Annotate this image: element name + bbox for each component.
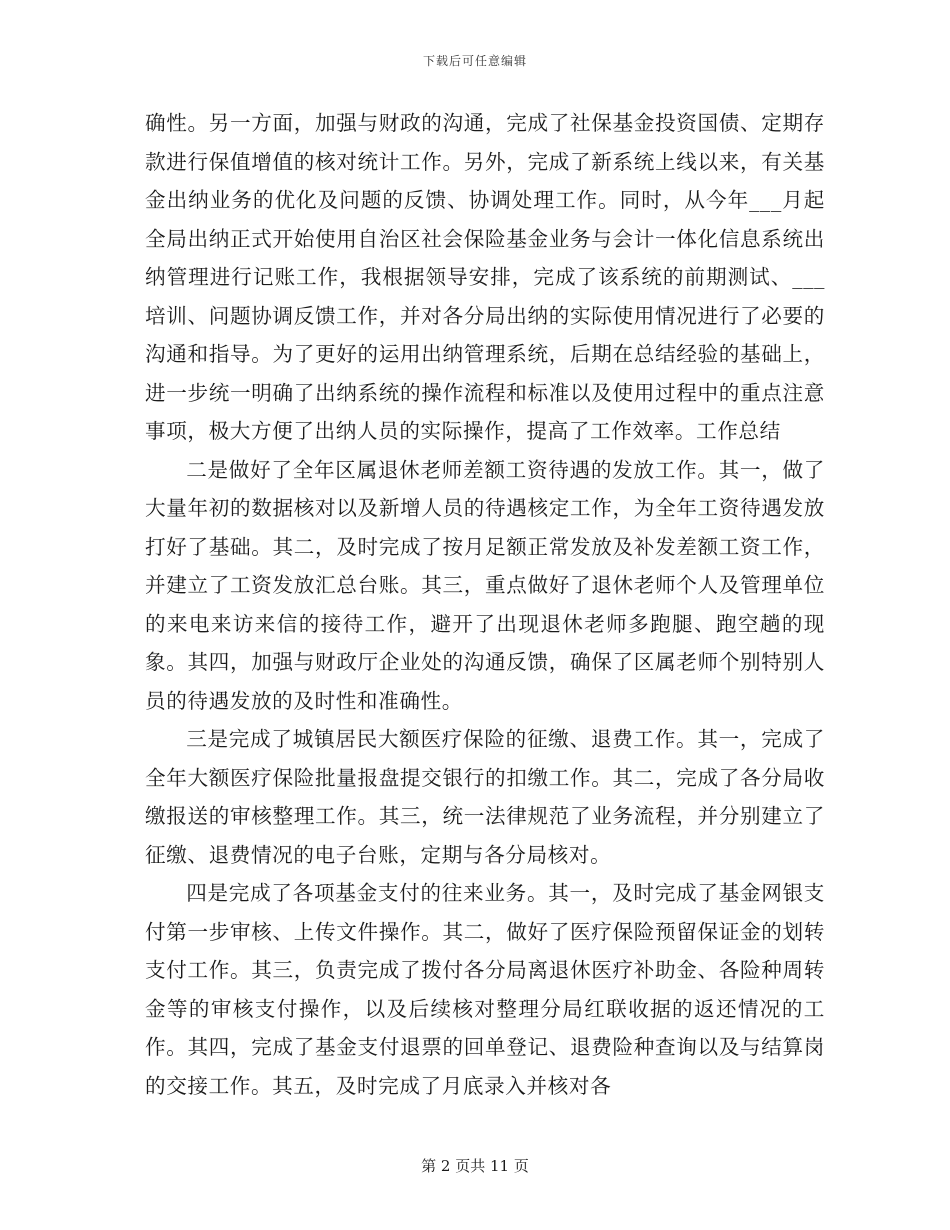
document-body (145, 104, 825, 1105)
body-paragraph: 二是做好了全年区属退休老师差额工资待遇的发放工作。其一，做了大量年初的数据核对以及新增人员的待遇核定工作，为全年工资待遇发放打好了基础。其二，及时完成了按月足额正常发放及补发差额工资工作，并建立了工资发放汇总台账。其三，重点做好了退休老师个人及管理单位的来电来访来信的接待工作，避开了出现退休老师多跑腿、跑空趟的现象。其四，加强与财政厅企业处的沟通反馈，确保了区属老师个别特别人员的待遇发放的及时性和准确性。 (145, 457, 825, 713)
body-paragraph: 三是完成了城镇居民大额医疗保险的征缴、退费工作。其一，完成了全年大额医疗保险批量报盘提交银行的扣缴工作。其二，完成了各分局收缴报送的审核整理工作。其三，统一法律规范了业务流程，并分别建立了征缴、退费情况的电子台账，定期与各分局核对。 (145, 727, 825, 867)
page-header: 下载后可任意编辑 (422, 54, 527, 68)
body-paragraph: 确性。另一方面，加强与财政的沟通，完成了社保基金投资国债、定期存款进行保值增值的核对统计工作。另外，完成了新系统上线以来，有关基金出纳业务的优化及问题的反馈、协调处理工作。同时，从今年___月起全局出纳正式开始使用自治区社会保险基金业务与会计一体化信息系统出纳管理进行记账工作，我根据领导安排，完成了该系统的前期测试、___培训、问题协调反馈工作，并对各分局出纳的实际使用情况进行了必要的沟通和指导。为了更好的运用出纳管理系统，后期在总结经验的基础上，进一步统一明确了出纳系统的操作流程和标准以及使用过程中的重点注意事项，极大方便了出纳人员的实际操作，提高了工作效率。工作总结 (145, 111, 825, 443)
body-paragraph: 四是完成了各项基金支付的往来业务。其一，及时完成了基金网银支付第一步审核、上传文件操作。其二，做好了医疗保险预留保证金的划转支付工作。其三，负责完成了拨付各分局离退休医疗补助金、各险种周转金等的审核支付操作，以及后续核对整理分局红联收据的返还情况的工作。其四，完成了基金支付退票的回单登记、退费险种查询以及与结算岗的交接工作。其五，及时完成了月底录入并核对各 (145, 881, 825, 1098)
page-number-footer: 第 2 页共 11 页 (421, 1157, 529, 1175)
